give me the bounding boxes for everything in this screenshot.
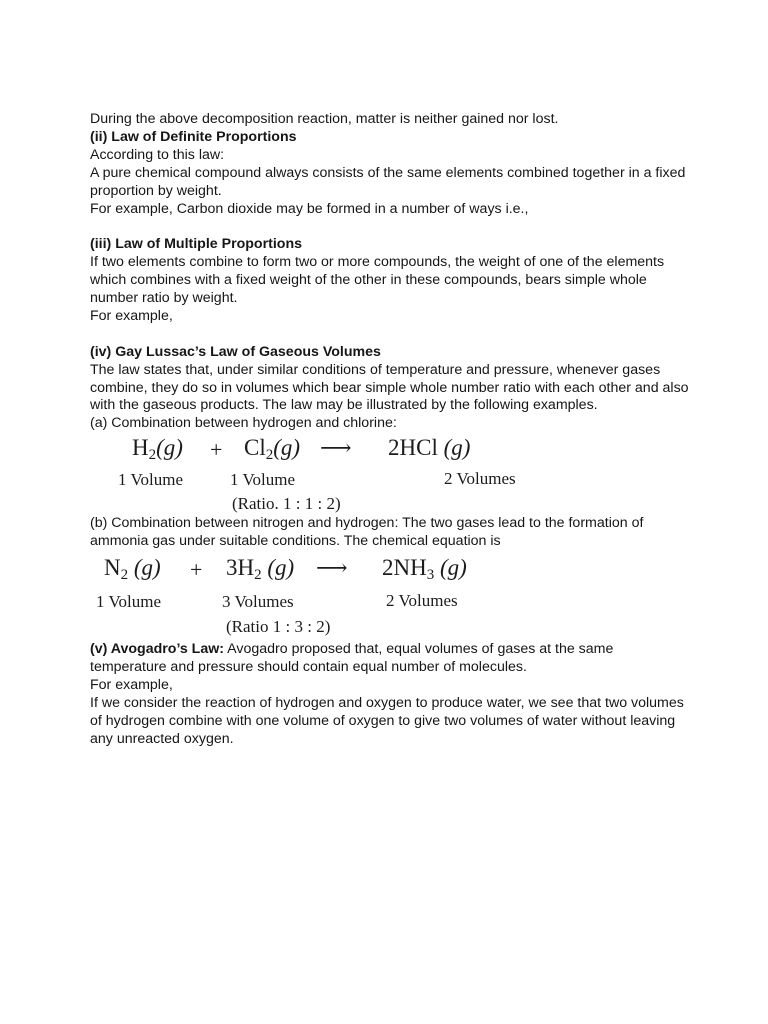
example-b-caption: (b) Combination between nitrogen and hydrogen: The two gases lead to the formation of ammonia gas under suitable conditions. The chemical equation is — [90, 515, 644, 550]
plus-sign: + — [190, 557, 203, 583]
conservation-paragraph: During the above decomposition reaction, matter is neither gained nor lost. — [90, 111, 559, 127]
reactant-3h2: $3H_2$ (g) — [226, 555, 295, 584]
plus-sign: + — [210, 437, 223, 463]
definite-proportions-intro: According to this law: — [90, 146, 225, 163]
ratio-label: (Ratio 1 : 3 : 2) — [226, 617, 331, 637]
reaction-arrow: ⟶ — [316, 555, 348, 581]
reaction-arrow: ⟶ — [320, 435, 352, 461]
definite-proportions-heading: (ii) Law of Definite Proportions — [90, 128, 297, 145]
avogadro-heading: (v) Avogadro’s Law: — [90, 641, 225, 658]
spacer — [90, 218, 690, 236]
multiple-proportions-statement: If two elements combine to form two or more compounds, the weight of one of the elements which combines with a fixed weight of the other in these compounds, bears simple whole number ratio by weight. — [90, 254, 665, 307]
volume-label-n2: 1 Volume — [96, 592, 162, 612]
product-hcl: 2HCl (g) — [388, 435, 471, 461]
reactant-h2: $H_2(g)$ — [132, 435, 183, 464]
product-nh3: $2NH_3$ (g) — [382, 555, 467, 584]
document-body — [90, 111, 690, 749]
volume-label-h2: 3 Volumes — [222, 592, 294, 612]
equation-hydrogen-chlorine — [90, 433, 690, 515]
reactant-cl2: $Cl_2(g)$ — [244, 435, 301, 464]
volume-label-cl2: 1 Volume — [230, 470, 296, 490]
definite-proportions-statement: A pure chemical compound always consists of the same elements combined together in a fixed proportion by weight. — [90, 164, 686, 199]
volume-label-nh3: 2 Volumes — [386, 591, 458, 611]
avogadro-paragraph — [90, 641, 690, 677]
gay-lussac-statement: The law states that, under similar conditions of temperature and pressure, whenever gases combine, they do so in volumes which bear simple whole number ratio with each other and also with the gaseous products. The law may be illustrated by the following examples. — [90, 361, 689, 414]
avogadro-example: For example, — [90, 676, 173, 693]
definite-proportions-example: For example, Carbon dioxide may be formed in a number of ways i.e., — [90, 200, 529, 217]
multiple-proportions-heading: (iii) Law of Multiple Proportions — [90, 236, 303, 253]
gay-lussac-heading: (iv) Gay Lussac’s Law of Gaseous Volumes — [90, 343, 381, 360]
volume-label-h2: 1 Volume — [118, 470, 184, 490]
avogadro-statement: Avogadro proposed that, equal volumes of gases at the same temperature and pressure should contain equal number of molecules. — [90, 641, 614, 675]
volume-label-hcl: 2 Volumes — [444, 469, 516, 489]
avogadro-illustration: If we consider the reaction of hydrogen and oxygen to produce water, we see that two volumes of hydrogen combine with one volume of oxygen to give two volumes of water without leaving any unreacted oxygen. — [90, 694, 684, 747]
spacer — [90, 326, 690, 344]
example-a-caption: (a) Combination between hydrogen and chlorine: — [90, 415, 397, 432]
multiple-proportions-example: For example, — [90, 307, 173, 324]
ratio-label: (Ratio. 1 : 1 : 2) — [232, 494, 341, 514]
reactant-n2: $N_2$ (g) — [104, 555, 161, 584]
equation-nitrogen-hydrogen — [90, 551, 690, 641]
